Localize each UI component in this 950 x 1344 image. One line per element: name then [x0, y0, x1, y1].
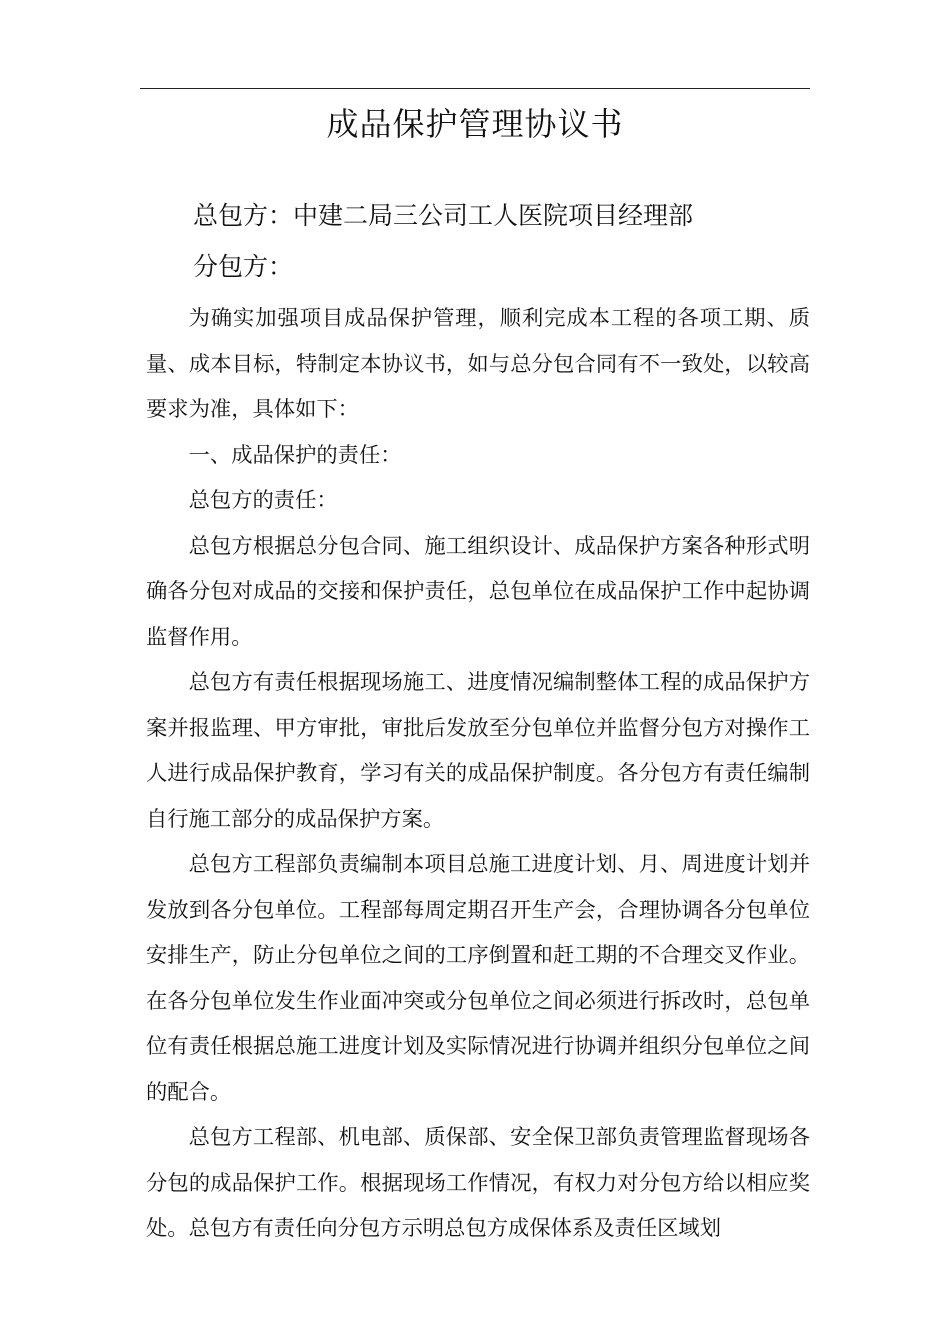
paragraph-gc-protection-plan: 总包方有责任根据现场施工、进度情况编制整体工程的成品保护方案并报监理、甲方审批，审批后发放至分包单位并监督分包方对操作工人进行成品保护教育，学习有关的成品保护制度。各分包方有责任编制自行施工部分的成品保护方案。 [146, 670, 810, 832]
general-contractor-line: 总包方：中建二局三公司工人医院项目经理部 [193, 201, 694, 230]
paragraph-gc-coordination: 总包方根据总分包合同、施工组织设计、成品保护方案各种形式明确各分包对成品的交接和保护责任，总包单位在成品保护工作中起协调监督作用。 [146, 533, 810, 650]
paragraph-gc-schedule: 总包方工程部负责编制本项目总施工进度计划、月、周进度计划并发放到各分包单位。工程部每周定期召开生产会，合理协调各分包单位安排生产，防止分包单位之间的工序倒置和赶工期的不合理交叉作业。在各分包单位发生作业面冲突或分包单位之间必须进行拆改时，总包单位有责任根据总施工进度计划及实际情况进行协调并组织分包单位之间的配合。 [146, 852, 810, 1105]
paragraph-gc-supervision: 总包方工程部、机电部、质保部、安全保卫部负责管理监督现场各分包的成品保护工作。根据现场工作情况，有权力对分包方给以相应奖处。总包方有责任向分包方示明总包方成保体系及责任区域划 [146, 1125, 810, 1241]
document-title: 成品保护管理协议书 [326, 105, 624, 143]
subheading-gc-responsibility: 总包方的责任： [188, 488, 338, 513]
paragraph-intro: 为确实加强项目成品保护管理，顺利完成本工程的各项工期、质量、成本目标，特制定本协议书，如与总分包合同有不一致处，以较高要求为准，具体如下： [146, 306, 810, 422]
document-body [146, 296, 810, 1252]
subcontractor-line: 分包方： [193, 252, 294, 281]
section-heading-responsibility: 一、成品保护的责任： [188, 442, 402, 468]
header-rule [140, 88, 810, 89]
